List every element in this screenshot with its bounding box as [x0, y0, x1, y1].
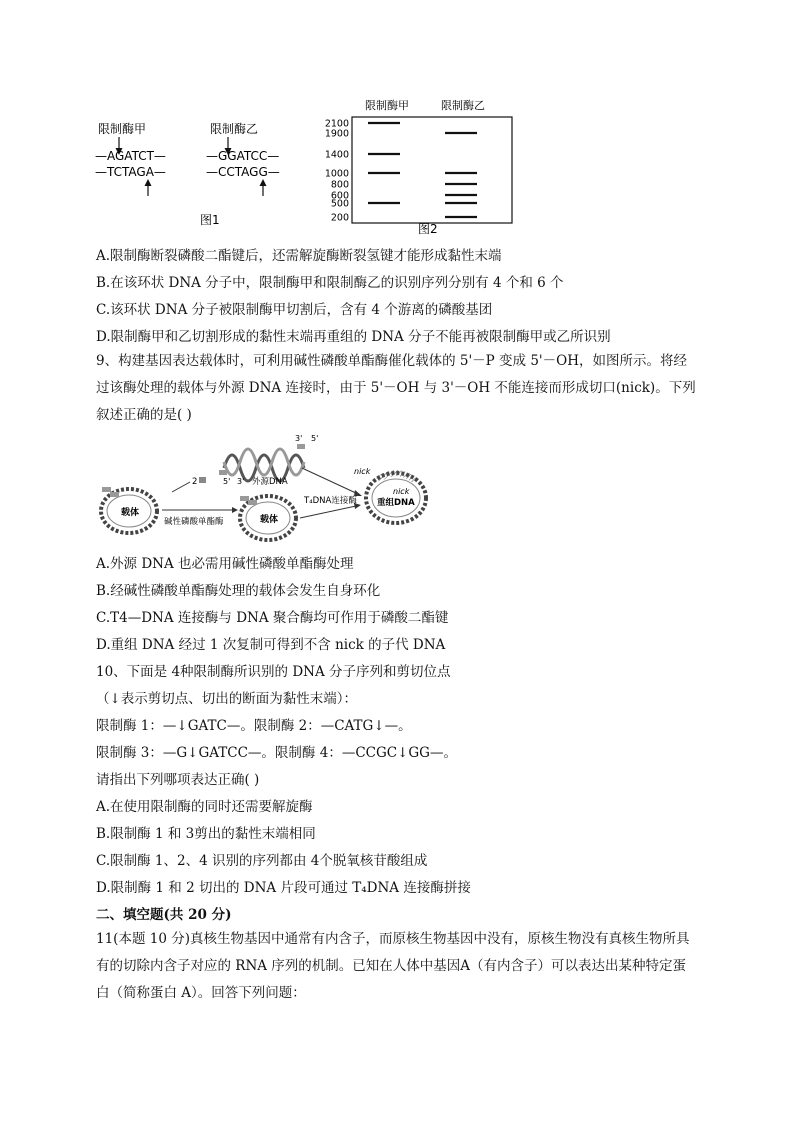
q9-option-c: C.T4—DNA 连接酶与 DNA 聚合酶均可作用于磷酸二酯键 [96, 610, 449, 626]
q9-option-b: B.经碱性磷酸单酯酶处理的载体会发生自身环化 [96, 583, 381, 599]
vector-plasmid-1 [101, 487, 157, 533]
enzyme-label: 碱性磷酸单酯酶 [164, 517, 224, 527]
foreign-dna-label: 外源DNA [252, 477, 288, 487]
lane-label-b: 限制酶乙 [441, 99, 485, 112]
gel-tick-label: 1000 [324, 168, 349, 180]
nick-label-1: nick [354, 467, 371, 476]
foreign-dna-helix [219, 434, 318, 487]
enzyme-a-label: 限制酶甲 [98, 122, 147, 136]
gel-tick-label: 600 [330, 190, 349, 202]
q10-stem-2: （↓表示剪切点、切出的断面为黏性末端）： [96, 691, 358, 707]
q8-option-d: D.限制酶甲和乙切割形成的黏性末端再重组的 DNA 分子不能再被限制酶甲或乙所识别 [96, 329, 611, 345]
nick-label-2: nick [393, 487, 410, 496]
three-prime-top: 3' [295, 434, 303, 443]
figure-1-caption: 图1 [200, 213, 220, 227]
q9-figure [92, 432, 432, 544]
q10-ask: 请指出下列哪项表达正确( ) [96, 772, 260, 788]
lane-label-a: 限制酶甲 [365, 99, 409, 112]
figure-2-gel [318, 96, 518, 236]
enzyme-b-label: 限制酶乙 [210, 122, 259, 136]
recombinant-label: 重组DNA [377, 498, 415, 508]
q8-option-b: B.在该环状 DNA 分子中，限制酶甲和限制酶乙的识别序列分别有 4 个和 6 个 [96, 275, 564, 291]
enzyme-b-bottom-seq: —CCTAGG— [206, 165, 280, 179]
recombinant-plasmid [354, 467, 426, 523]
vector-plasmid-2 [240, 496, 296, 540]
q10-enzymes-1: 限制酶 1：—↓GATC—。限制酶 2：—CATG↓—。 [96, 718, 412, 734]
enzyme-b-top-seq: —GGATCC— [206, 149, 280, 163]
enzyme-a-top-seq: —AGATCT— [95, 149, 166, 163]
q8-option-c: C.该环状 DNA 分子被限制酶甲切割后，含有 4 个游离的磷酸基团 [96, 302, 493, 318]
q10-option-d: D.限制酶 1 和 2 切出的 DNA 片段可通过 T₄DNA 连接酶拼接 [96, 880, 471, 896]
gel-tick-label: 1900 [324, 128, 349, 140]
gel-tick-label: 800 [330, 179, 349, 191]
q10-option-a: A.在使用限制酶的同时还需要解旋酶 [96, 799, 313, 815]
gel-tick-label: 2100 [324, 118, 349, 130]
gel-frame [352, 117, 512, 223]
q10-option-b: B.限制酶 1 和 3剪出的黏性末端相同 [96, 826, 316, 842]
q8-option-a: A.限制酶断裂磷酸二酯键后，还需解旋酶断裂氢键才能形成黏性末端 [96, 248, 502, 264]
vector-label-1: 载体 [121, 508, 140, 518]
two-p-label: 2 [192, 477, 198, 487]
vector-label-2: 载体 [260, 515, 279, 525]
section-heading: 二、填空题(共 20 分) [96, 907, 232, 923]
five-prime-bottom: 5' [223, 477, 231, 486]
q9-option-a: A.外源 DNA 也必需用碱性磷酸单酯酶处理 [96, 556, 354, 572]
five-prime-top: 5' [311, 434, 319, 443]
figure-2-caption: 图2 [418, 222, 438, 236]
gel-tick-label: 200 [330, 212, 349, 224]
gel-tick-label: 500 [330, 198, 349, 210]
q10-stem-1: 10、下面是 4种限制酶所识别的 DNA 分子序列和剪切位点 [96, 664, 451, 680]
ligase-label: T₄DNA连接酶 [304, 496, 357, 506]
q9-stem: 9、构建基因表达载体时，可利用碱性磷酸单酯酶催化载体的 5'－P 变成 5'－OH，如图所示。将经过该酶处理的载体与外源 DNA 连接时，由于 5'－OH 与 3'－OH 不能连接而形成切口(nick)。下列叙述正确的是( ) [96, 353, 696, 423]
q11-stem: 11(本题 10 分)真核生物基因中通常有内含子，而原核生物基因中没有，原核生物没有真核生物所具有的切除内含子对应的 RNA 序列的机制。已知在人体中基因A（有内含子）可以表达出某种特定蛋白（简称蛋白 A）。回答下列问题： [96, 931, 690, 1001]
q10-option-c: C.限制酶 1、2、4 识别的序列都由 4个脱氧核苷酸组成 [96, 853, 428, 869]
figure-1 [90, 115, 300, 230]
three-prime-bottom: 3' [237, 477, 245, 486]
gel-tick-label: 1400 [324, 149, 349, 161]
q9-option-d: D.重组 DNA 经过 1 次复制可得到不含 nick 的子代 DNA [96, 637, 446, 653]
q10-enzymes-2: 限制酶 3：—G↓GATCC—。限制酶 4：—CCGC↓GG—。 [96, 745, 457, 761]
enzyme-a-bottom-seq: —TCTAGA— [95, 165, 166, 179]
